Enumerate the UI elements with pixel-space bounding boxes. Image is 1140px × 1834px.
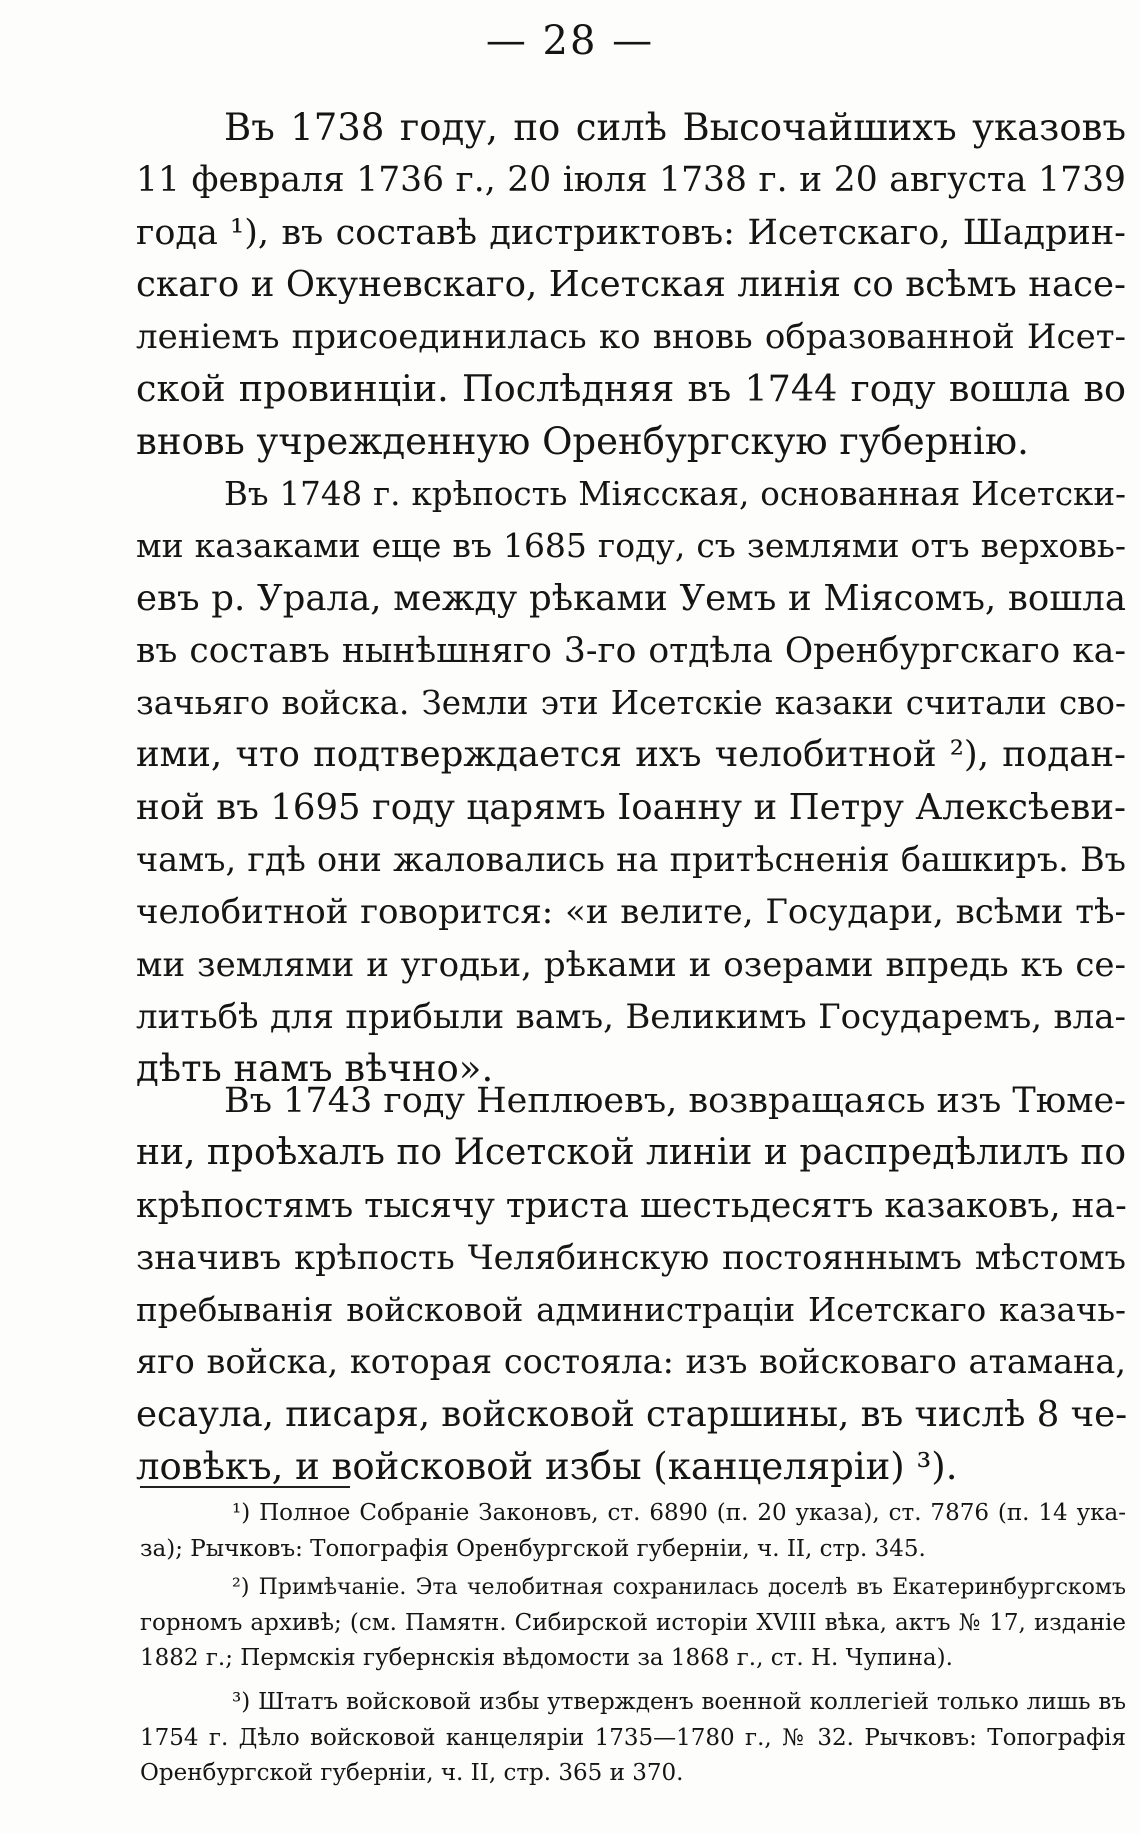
text-line: года ¹), въ составѣ дистриктовъ: Исетскаго, Шадрин- xyxy=(136,212,1126,253)
footnote-line: 1882 г.; Пермскія губернскія вѣдомости за 1868 г., ст. Н. Чупина). xyxy=(140,1645,953,1671)
paragraph-1 xyxy=(136,102,1126,468)
page-number: — 28 — xyxy=(485,18,655,64)
text-line: зачьяго войска. Земли эти Исетскіе казаки считали сво- xyxy=(136,684,1126,723)
text-line: ми казаками еще въ 1685 году, съ землями отъ верховь- xyxy=(136,526,1126,566)
footnote-line: ²) Примѣчаніе. Эта челобитная сохранилась доселѣ въ Екатеринбургскомъ xyxy=(232,1575,1126,1600)
text-line: крѣпостямъ тысячу триста шестьдесятъ казаковъ, на- xyxy=(136,1185,1127,1226)
text-line: ми землями и угодьи, рѣками и озерами впредь къ се- xyxy=(136,944,1126,985)
footnote-line: Оренбургской губерніи, ч. II, стр. 365 и 370. xyxy=(140,1760,684,1786)
footnote-3 xyxy=(140,1685,1126,1792)
text-line: евъ р. Урала, между рѣками Уемъ и Міясомъ, вошла xyxy=(136,577,1126,619)
footnote-line: 1754 г. Дѣло войсковой канцеляріи 1735—1780 г., № 32. Рычковъ: Топографія xyxy=(140,1724,1126,1751)
text-line: есаула, писаря, войсковой старшины, въ числѣ 8 че- xyxy=(136,1393,1128,1435)
text-line: Въ 1743 году Неплюевъ, возвращаясь изъ Тюме- xyxy=(224,1081,1126,1121)
footnote-2 xyxy=(140,1570,1126,1677)
text-line: скаго и Окуневскаго, Исетская линія со всѣмъ насе- xyxy=(136,263,1126,305)
text-line: ни, проѣхалъ по Исетской линіи и распредѣлилъ по xyxy=(136,1132,1126,1174)
text-line: ими, что подтверждается ихъ челобитной ²), подан- xyxy=(136,734,1126,776)
paragraph-3 xyxy=(136,1075,1126,1493)
footnote-separator xyxy=(140,1486,350,1488)
text-line: чамъ, гдѣ они жаловались на притѣсненія башкиръ. Въ xyxy=(136,840,1126,880)
footnote-line: ¹) Полное Собраніе Законовъ, ст. 6890 (п. 20 указа), ст. 7876 (п. 14 ука- xyxy=(232,1500,1126,1526)
text-line: вновь учрежденную Оренбургскую губернію. xyxy=(136,419,1029,463)
footnote-line: за); Рычковъ: Топографія Оренбургской губерніи, ч. II, стр. 345. xyxy=(140,1535,926,1562)
text-line: пребыванія войсковой администраціи Исетскаго казачь- xyxy=(136,1291,1126,1330)
text-line: ской провинціи. Послѣдняя въ 1744 году вошла во xyxy=(136,367,1126,411)
text-line: ной въ 1695 году царямъ Іоанну и Петру Алексѣеви- xyxy=(136,786,1126,828)
text-line: литьбѣ для прибыли вамъ, Великимъ Государемъ, вла- xyxy=(136,996,1126,1037)
footnote-1 xyxy=(140,1496,1126,1567)
text-line: ловѣкъ, и войсковой избы (канцеляріи) ³). xyxy=(136,1445,958,1489)
text-line: леніемъ присоединилась ко вновь образованной Исет- xyxy=(136,317,1126,358)
text-line: челобитной говорится: «и велите, Государи, всѣми тѣ- xyxy=(136,892,1126,933)
footnote-line: горномъ архивѣ; (см. Памятн. Сибирской исторіи XVIII вѣка, актъ № 17, изданіе xyxy=(140,1609,1126,1636)
paragraph-2 xyxy=(136,468,1126,1096)
text-line: дѣть намъ вѣчно». xyxy=(136,1047,494,1091)
text-line: Въ 1748 г. крѣпость Міясская, основанная Исетски- xyxy=(224,475,1126,513)
text-line: 11 февраля 1736 г., 20 іюля 1738 г. и 20 августа 1739 xyxy=(136,160,1126,201)
text-line: Въ 1738 году, по силѣ Высочайшихъ указовъ xyxy=(224,106,1126,149)
text-line: яго войска, которая состояла: изъ войсковаго атамана, xyxy=(136,1342,1126,1382)
text-line: въ составъ нынѣшняго 3-го отдѣла Оренбургскаго ка- xyxy=(136,630,1126,671)
text-line: значивъ крѣпость Челябинскую постояннымъ мѣстомъ xyxy=(136,1237,1126,1277)
footnote-line: ³) Штатъ войсковой избы утвержденъ военной коллегіей только лишь въ xyxy=(232,1689,1126,1715)
